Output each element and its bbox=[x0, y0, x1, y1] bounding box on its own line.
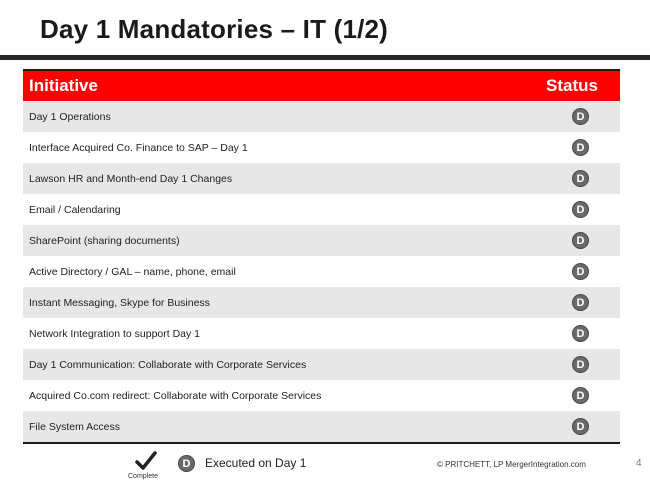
page-number: 4 bbox=[636, 458, 642, 469]
initiative-label: Lawson HR and Month-end Day 1 Changes bbox=[29, 172, 233, 185]
title-divider bbox=[0, 55, 650, 60]
initiative-label: File System Access bbox=[29, 420, 121, 433]
status-d-icon: D bbox=[572, 356, 589, 373]
initiative-label: Day 1 Operations bbox=[29, 110, 111, 123]
table-header bbox=[23, 69, 620, 101]
table-row bbox=[23, 256, 620, 287]
status-d-icon: D bbox=[572, 294, 589, 311]
status-d-icon: D bbox=[178, 455, 195, 472]
status-d-icon: D bbox=[572, 325, 589, 342]
initiative-label: SharePoint (sharing documents) bbox=[29, 234, 180, 247]
header-initiative: Initiative bbox=[29, 76, 98, 95]
initiative-label: Interface Acquired Co. Finance to SAP – Day 1 bbox=[29, 141, 248, 154]
status-d-icon: D bbox=[572, 232, 589, 249]
initiative-label: Active Directory / GAL – name, phone, email bbox=[29, 265, 236, 278]
table-row bbox=[23, 287, 620, 318]
initiative-label: Email / Calendaring bbox=[29, 203, 121, 216]
status-d-icon: D bbox=[572, 418, 589, 435]
initiative-label: Instant Messaging, Skype for Business bbox=[29, 296, 210, 309]
initiative-label: Acquired Co.com redirect: Collaborate with Corporate Services bbox=[29, 389, 322, 402]
table-row bbox=[23, 318, 620, 349]
table-body bbox=[23, 101, 620, 442]
checkmark-icon bbox=[135, 451, 157, 471]
initiative-label: Day 1 Communication: Collaborate with Corporate Services bbox=[29, 358, 307, 371]
initiatives-table bbox=[23, 69, 620, 444]
table-row bbox=[23, 349, 620, 380]
table-row bbox=[23, 194, 620, 225]
status-d-icon: D bbox=[572, 263, 589, 280]
status-d-icon: D bbox=[572, 170, 589, 187]
complete-label: Complete bbox=[128, 473, 158, 480]
table-row bbox=[23, 101, 620, 132]
slide-title: Day 1 Mandatories – IT (1/2) bbox=[40, 14, 389, 44]
table-row bbox=[23, 380, 620, 411]
header-status: Status bbox=[546, 76, 598, 95]
table-row bbox=[23, 132, 620, 163]
table-row bbox=[23, 411, 620, 442]
legend bbox=[0, 452, 650, 485]
table-row bbox=[23, 163, 620, 194]
status-d-icon: D bbox=[572, 387, 589, 404]
status-d-icon: D bbox=[572, 139, 589, 156]
footer-copyright: © PRITCHETT, LP MergerIntegration.com bbox=[437, 460, 586, 469]
table-row bbox=[23, 225, 620, 256]
executed-label: Executed on Day 1 bbox=[205, 456, 307, 470]
status-d-icon: D bbox=[572, 201, 589, 218]
status-d-icon: D bbox=[572, 108, 589, 125]
initiative-label: Network Integration to support Day 1 bbox=[29, 327, 201, 340]
